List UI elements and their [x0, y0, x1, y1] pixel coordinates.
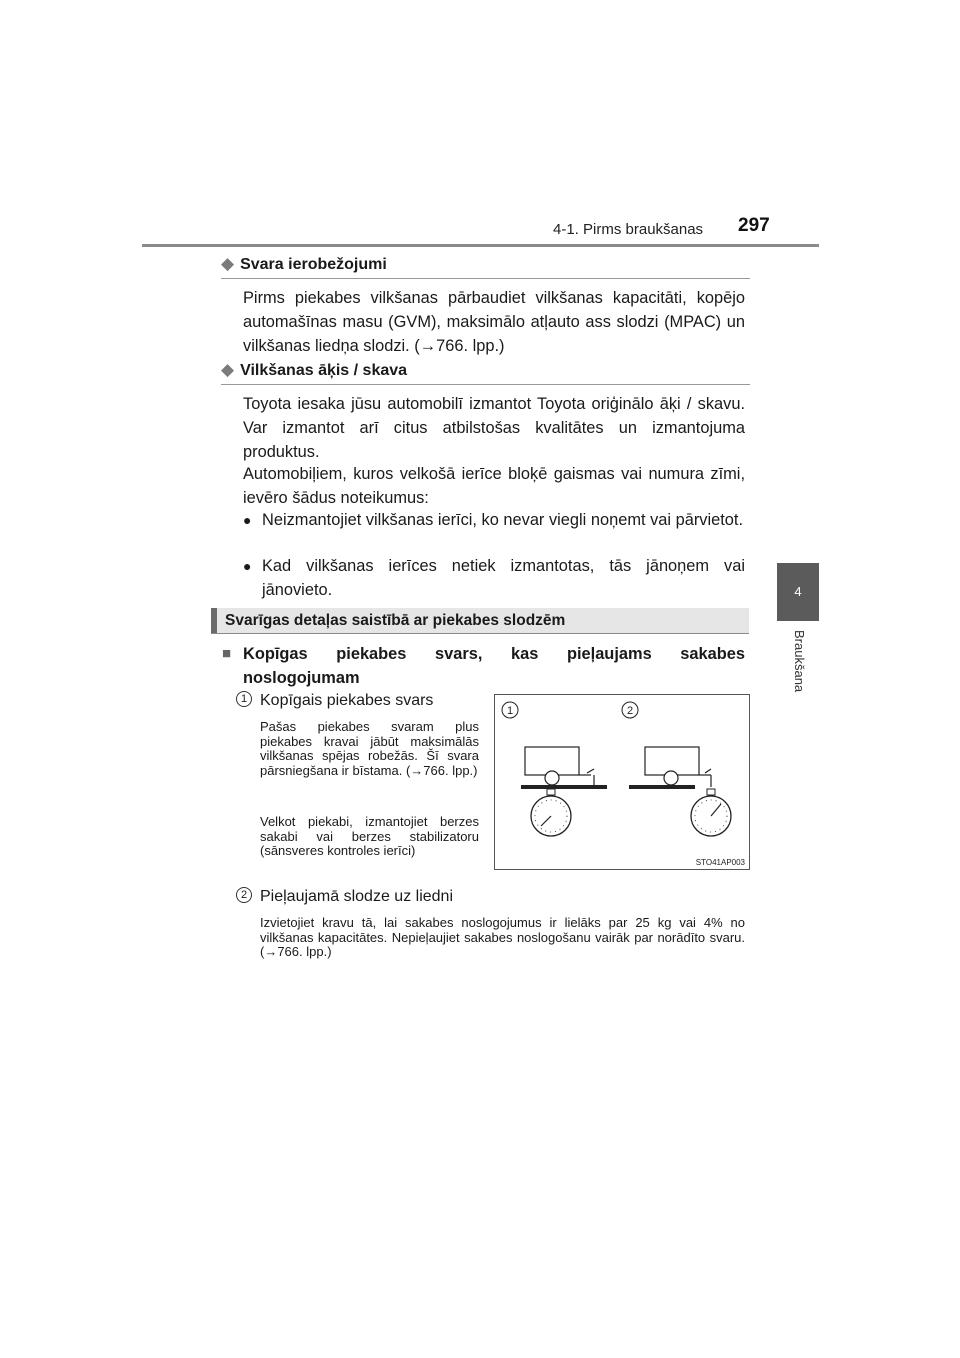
chapter-tab[interactable]: 4	[777, 563, 819, 621]
weight-limits-heading-text: Svara ierobežojumi	[240, 256, 387, 273]
list-item	[243, 508, 745, 532]
item-number-badge: 1	[236, 691, 252, 707]
figure-callout-1	[502, 702, 518, 718]
section-title: 4-1. Pirms braukšanas	[553, 221, 704, 238]
total-trailer-weight-text-2: Velkot piekabi, izmantojiet berzes sakabi vai berzes stabilizatoru (sānsveres kontroles ierīci)	[260, 814, 479, 858]
list-item-text: Neizmantojiet vilkšanas ierīci, ko nevar viegli noņemt vai pārvietot.	[262, 511, 744, 529]
tongue-on-scale	[629, 747, 731, 836]
figure-label-2: 2	[626, 705, 634, 717]
illustration-svg	[495, 695, 751, 871]
hitch-heading-text: Vilkšanas āķis / skava	[240, 362, 408, 379]
header-divider	[142, 244, 819, 247]
bullet-icon: ●	[243, 558, 252, 574]
hitch-heading	[221, 360, 750, 385]
trailer-weight-heading-text: Kopīgas piekabes svars, kas pieļaujams sakabes noslogojumam	[243, 645, 745, 687]
trailer-weight-illustration	[494, 694, 750, 870]
list-item-text: Kad vilkšanas ierīces netiek izmantotas, tās jānoņem vai jānovieto.	[262, 557, 745, 599]
list-item	[243, 554, 745, 602]
total-trailer-weight-text-1: Pašas piekabes svaram plus piekabes kravai jābūt maksimālās vilkšanas spējas robežās. Šī svara pārsniegšana ir bīstama. (→766. lpp.)	[260, 719, 479, 778]
tongue-load-text: Izvietojiet kravu tā, lai sakabes noslogojumus ir lielāks par 25 kg vai 4% no vilkšanas kapacitātes. Nepieļaujiet sakabes noslogošanu vairāk par norādīto svaru. (→766. lpp.)	[260, 915, 745, 959]
figure-label-1: 1	[506, 705, 514, 717]
hitch-paragraph-1: Toyota iesaka jūsu automobilī izmantot Toyota oriģinālo āķi / skavu. Var izmantot arī citus atbilstošas kvalitātes un izmantojuma produktus.	[243, 395, 745, 461]
important-details-heading: Svarīgas detaļas saistībā ar piekabes slodzēm	[211, 608, 749, 634]
item-number-badge: 2	[236, 887, 252, 903]
page-number: 297	[738, 215, 770, 236]
weight-limits-paragraph: Pirms piekabes vilkšanas pārbaudiet vilkšanas kapacitāti, kopējo automašīnas masu (GVM), maksimālo atļauto ass slodzi (MPAC) un vilkšanas liedņa slodzi. (→766. lpp.)	[243, 289, 745, 355]
heading-underline	[211, 633, 749, 634]
total-trailer-weight-title: Kopīgais piekabes svars	[260, 692, 434, 709]
figure-callout-2	[622, 702, 638, 718]
square-bullet-icon: ■	[222, 645, 232, 662]
hitch-paragraph-2: Automobiļiem, kuros velkošā ierīce bloķē gaismas vai numura zīmi, ievēro šādus noteikumus:	[243, 465, 745, 507]
tongue-load-title: Pieļaujamā slodze uz liedni	[260, 888, 453, 905]
chapter-label: Braukšana	[792, 630, 807, 693]
diamond-icon: ◆	[221, 254, 235, 273]
diamond-icon: ◆	[221, 360, 235, 379]
figure-code: STO41AP003	[695, 858, 745, 867]
bullet-icon: ●	[243, 512, 252, 528]
trailer-on-scale	[521, 747, 607, 836]
trailer-weight-heading	[222, 642, 745, 690]
weight-limits-heading	[221, 254, 750, 279]
